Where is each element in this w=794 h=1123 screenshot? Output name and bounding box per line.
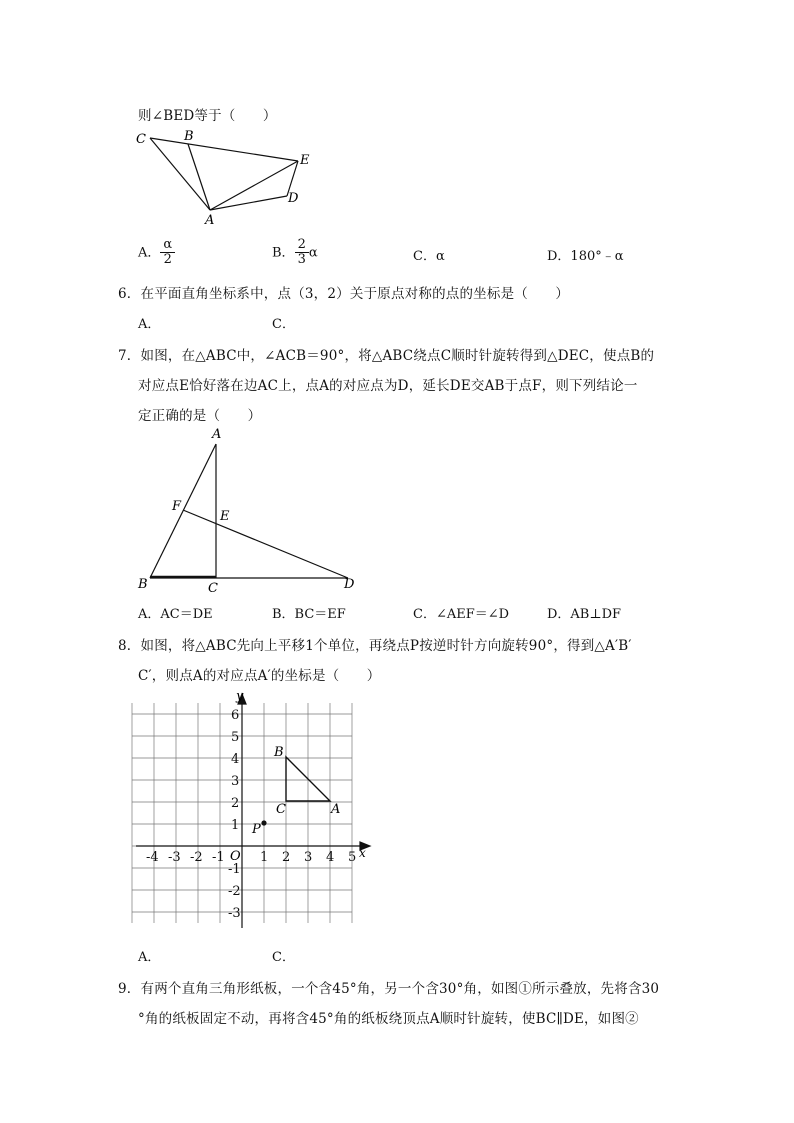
y-tick-label: 1 — [231, 818, 240, 833]
q5-edge-ba — [188, 144, 210, 210]
q7-option-a: A．AC＝DE — [138, 607, 213, 622]
y-tick-label: 3 — [231, 774, 240, 789]
x-tick-label: 3 — [304, 850, 313, 865]
q7-option-c: C．∠AEF＝∠D — [413, 607, 510, 622]
q7-figure — [130, 424, 370, 596]
q8-label-b: B — [274, 745, 284, 760]
y-tick-label: 6 — [231, 708, 240, 723]
q5-stem-tail: 则∠BED等于（ ） — [138, 108, 277, 124]
fraction-numerator: 2 — [295, 238, 309, 253]
q5-edge-ce — [150, 138, 298, 161]
q5-figure — [130, 126, 320, 230]
q7-label-d: D — [344, 577, 355, 592]
q7-stem-line2: 对应点E恰好落在边AC上，点A的对应点为D，延长DE交AB于点F，则下列结论一 — [138, 378, 638, 394]
q7-label-a: A — [212, 427, 222, 442]
y-tick-label: -1 — [228, 862, 241, 877]
q8-x-axis-label: x — [359, 846, 366, 860]
q5-option-a-prefix: A． — [138, 245, 161, 261]
q5-edge-ae — [210, 161, 298, 210]
q6-option-c: C． — [272, 317, 295, 332]
q7-option-d: D．AB⊥DF — [547, 607, 622, 622]
y-tick-label: 2 — [231, 796, 240, 811]
q5-label-b: B — [184, 129, 194, 144]
q7-edge-fd — [183, 510, 348, 578]
q5-option-b — [272, 238, 318, 268]
q8-label-a: A — [331, 802, 341, 817]
fraction-numerator: α — [160, 238, 175, 253]
q5-option-d: D．180°﹣α — [547, 249, 624, 264]
x-tick-label: -1 — [212, 850, 225, 865]
q8-option-c: C． — [272, 950, 295, 965]
y-tick-label: 5 — [231, 730, 240, 745]
q8-option-a: A． — [138, 950, 161, 965]
q5-option-a — [138, 238, 175, 268]
q8-label-c: C — [276, 802, 286, 817]
q5-edge-ca — [150, 138, 210, 210]
q5-label-d: D — [288, 191, 299, 206]
x-tick-label: 2 — [282, 850, 291, 865]
q8-label-p: P — [252, 822, 261, 837]
x-tick-label: -3 — [168, 850, 181, 865]
fraction-denominator: 3 — [297, 252, 306, 268]
q7-stem-line1: 7．如图，在△ABC中，∠ACB＝90°，将△ABC绕点C顺时针旋转得到△DEC，使点B的 — [118, 348, 655, 364]
q7-edge-ab — [150, 444, 216, 578]
q8-point-p — [261, 820, 266, 825]
q5-label-e: E — [300, 153, 310, 168]
q8-origin-label: O — [230, 849, 241, 864]
q5-option-c: C．α — [413, 249, 445, 264]
q8-stem-line2: C′，则点A的对应点A′的坐标是（ ） — [138, 668, 381, 684]
q5-option-b-fraction — [295, 238, 309, 268]
y-tick-label: -3 — [228, 906, 241, 921]
q5-option-b-suffix: α — [308, 245, 318, 261]
q7-label-c: C — [208, 581, 218, 596]
q7-label-e: E — [220, 509, 230, 524]
x-tick-label: -4 — [146, 850, 159, 865]
q5-label-c: C — [136, 132, 146, 147]
x-tick-label: 1 — [260, 850, 269, 865]
q8-y-axis-label: y — [236, 690, 244, 704]
fraction-denominator: 2 — [163, 252, 172, 268]
x-tick-label: -2 — [190, 850, 203, 865]
x-tick-label: 5 — [348, 850, 357, 865]
q8-coordinate-grid — [130, 690, 380, 934]
x-tick-label: 4 — [326, 850, 335, 865]
q9-stem-line1: 9．有两个直角三角形纸板，一个含45°角，另一个含30°角，如图①所示叠放，先将含30 — [118, 981, 660, 997]
y-tick-label: 4 — [231, 752, 240, 767]
y-tick-label: -2 — [228, 884, 241, 899]
q8-stem-line1: 8．如图，将△ABC先向上平移1个单位，再绕点P按逆时针方向旋转90°，得到△A′B′ — [118, 638, 632, 654]
q5-label-a: A — [205, 213, 215, 228]
q6-option-a: A． — [138, 317, 161, 332]
q7-stem-line3: 定正确的是（ ） — [138, 408, 262, 424]
q7-label-b: B — [138, 577, 148, 592]
q5-option-b-prefix: B． — [272, 245, 295, 261]
q6-stem: 6．在平面直角坐标系中，点（3，2）关于原点对称的点的坐标是（ ） — [118, 286, 570, 302]
q5-option-a-fraction — [160, 238, 175, 268]
q8-tick-labels — [146, 708, 356, 921]
q7-option-b: B．BC＝EF — [272, 607, 346, 622]
q7-label-f: F — [172, 499, 182, 514]
q9-stem-line2: °角的纸板固定不动，再将含45°角的纸板绕顶点A顺时针旋转，使BC∥DE，如图② — [138, 1011, 639, 1027]
